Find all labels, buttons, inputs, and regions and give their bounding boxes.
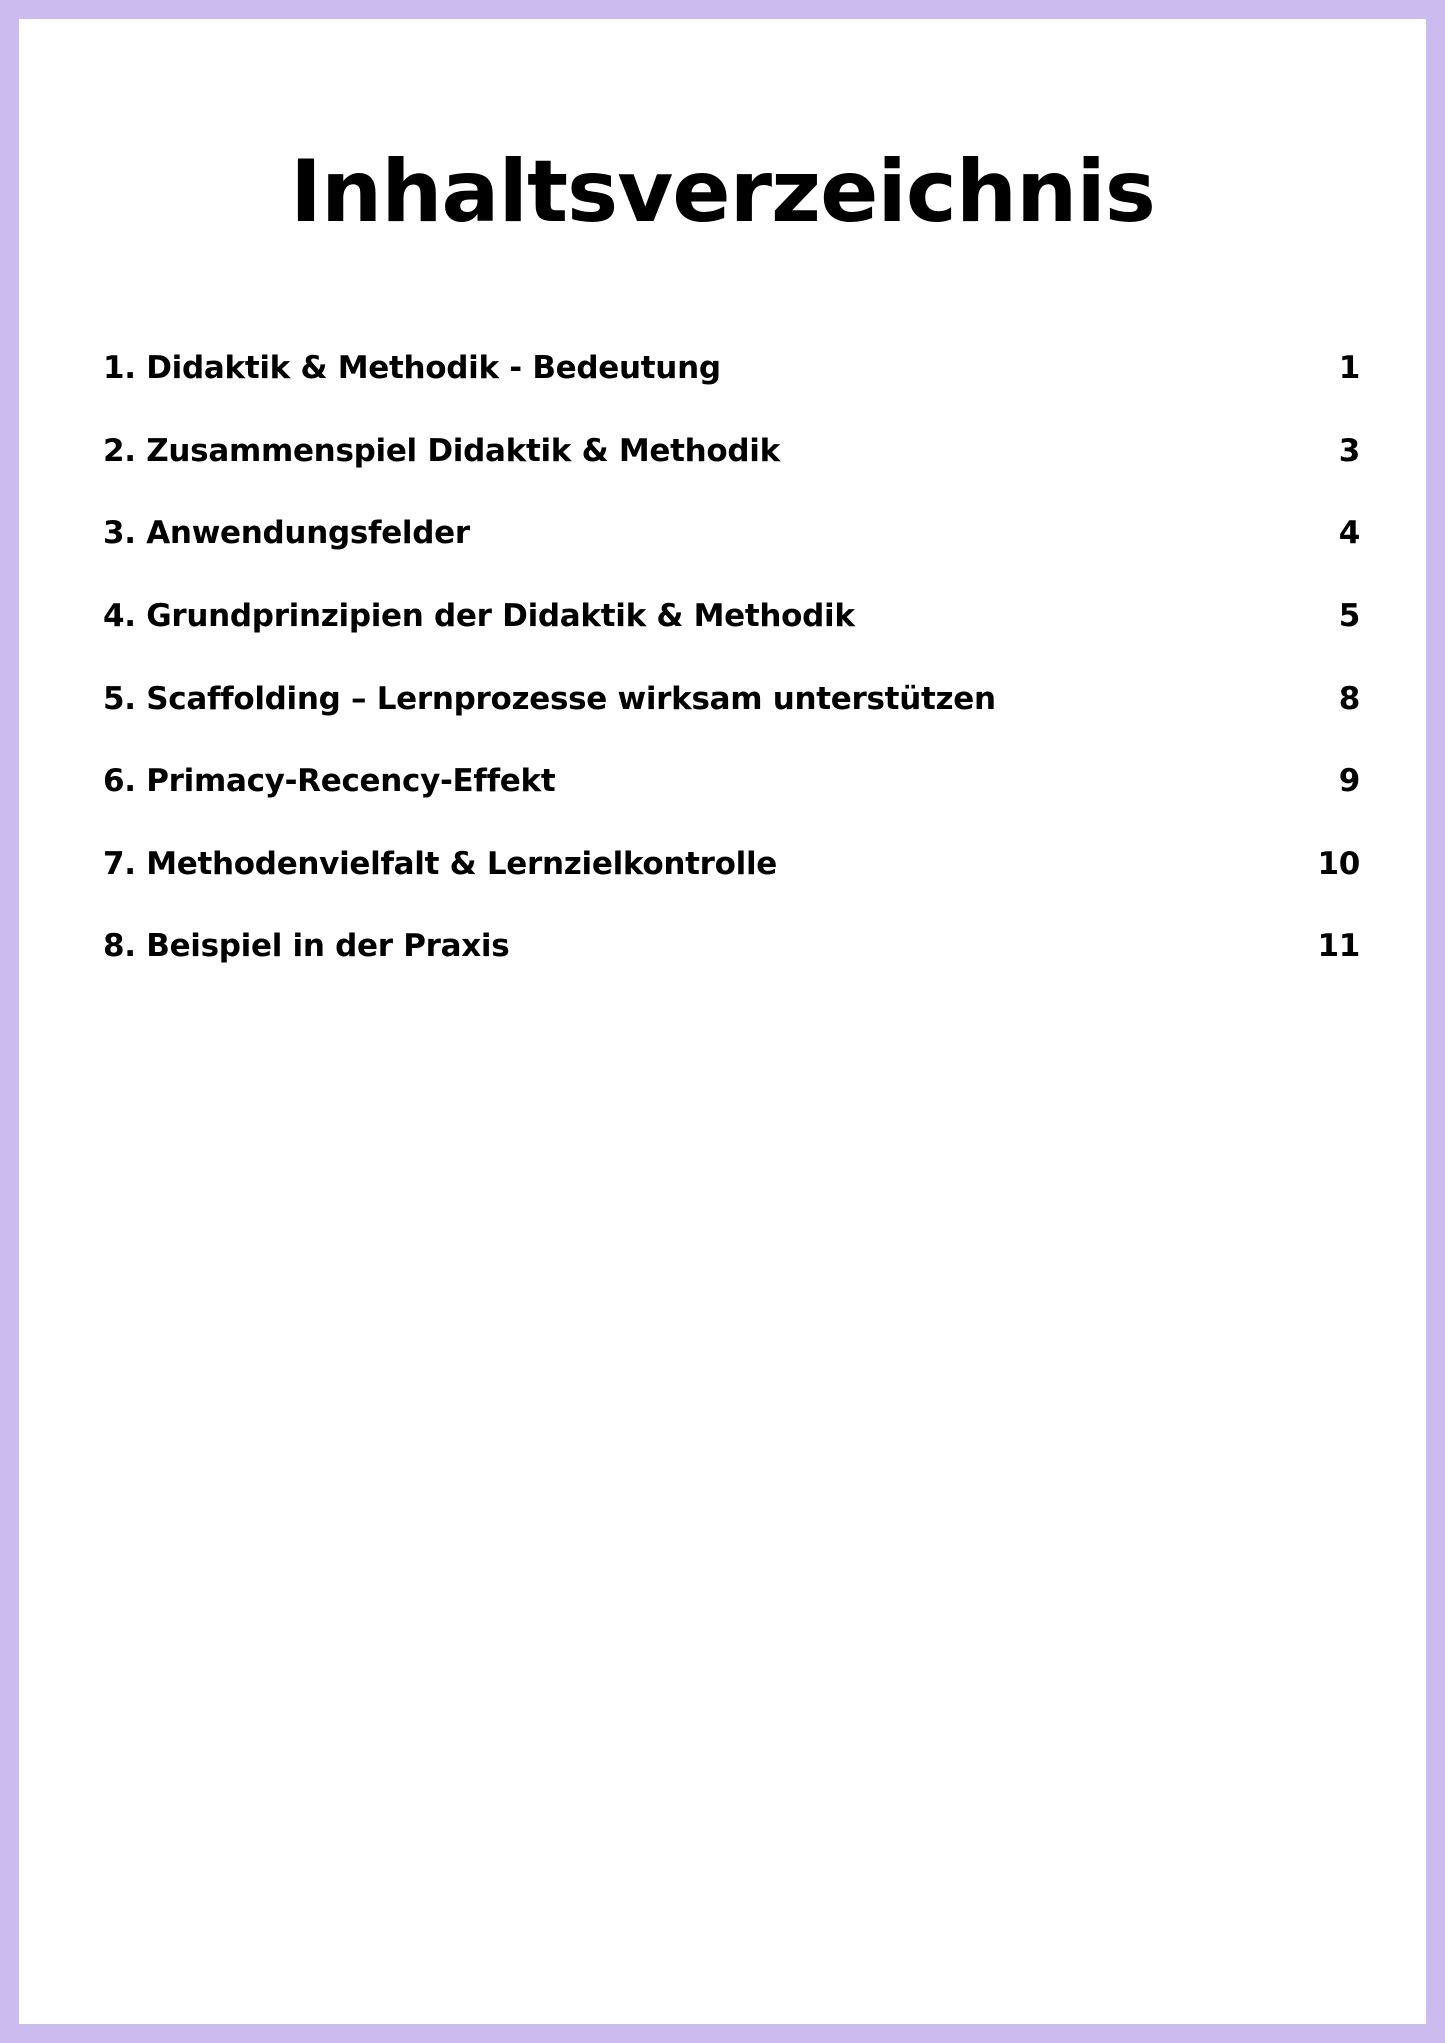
toc-entry-label: 7. Methodenvielfalt & Lernzielkontrolle [103, 845, 778, 882]
toc-entry-label: 6. Primacy-Recency-Effekt [103, 763, 556, 800]
toc-entry-page-number: 4 [1338, 515, 1360, 552]
toc-entry-page-number: 8 [1338, 680, 1360, 717]
toc-entry[interactable] [103, 657, 1360, 740]
toc-entry-page-number: 1 [1338, 350, 1360, 387]
toc-entry-label: 2. Zusammenspiel Didaktik & Methodik [103, 432, 780, 469]
table-of-contents [103, 327, 1360, 988]
toc-entry-page-number: 9 [1338, 763, 1360, 800]
toc-entry-page-number: 3 [1338, 432, 1360, 469]
toc-entry[interactable] [103, 410, 1360, 493]
toc-entry[interactable] [103, 823, 1360, 906]
toc-entry-label: 5. Scaffolding – Lernprozesse wirksam unterstützen [103, 680, 996, 717]
page-title: Inhaltsverzeichnis [289, 142, 1155, 242]
toc-entry-label: 4. Grundprinzipien der Didaktik & Methodik [103, 598, 855, 635]
toc-entry[interactable] [103, 740, 1360, 823]
toc-entry-label: 3. Anwendungsfelder [103, 515, 470, 552]
toc-entry[interactable] [103, 492, 1360, 575]
toc-entry-label: 8. Beispiel in der Praxis [103, 928, 510, 965]
toc-entry[interactable] [103, 905, 1360, 988]
toc-entry[interactable] [103, 327, 1360, 410]
toc-entry-page-number: 11 [1317, 928, 1360, 965]
toc-entry-page-number: 10 [1317, 845, 1360, 882]
toc-entry-label: 1. Didaktik & Methodik - Bedeutung [103, 350, 721, 387]
document-page [19, 19, 1426, 2024]
toc-entry-page-number: 5 [1338, 598, 1360, 635]
toc-entry[interactable] [103, 575, 1360, 658]
